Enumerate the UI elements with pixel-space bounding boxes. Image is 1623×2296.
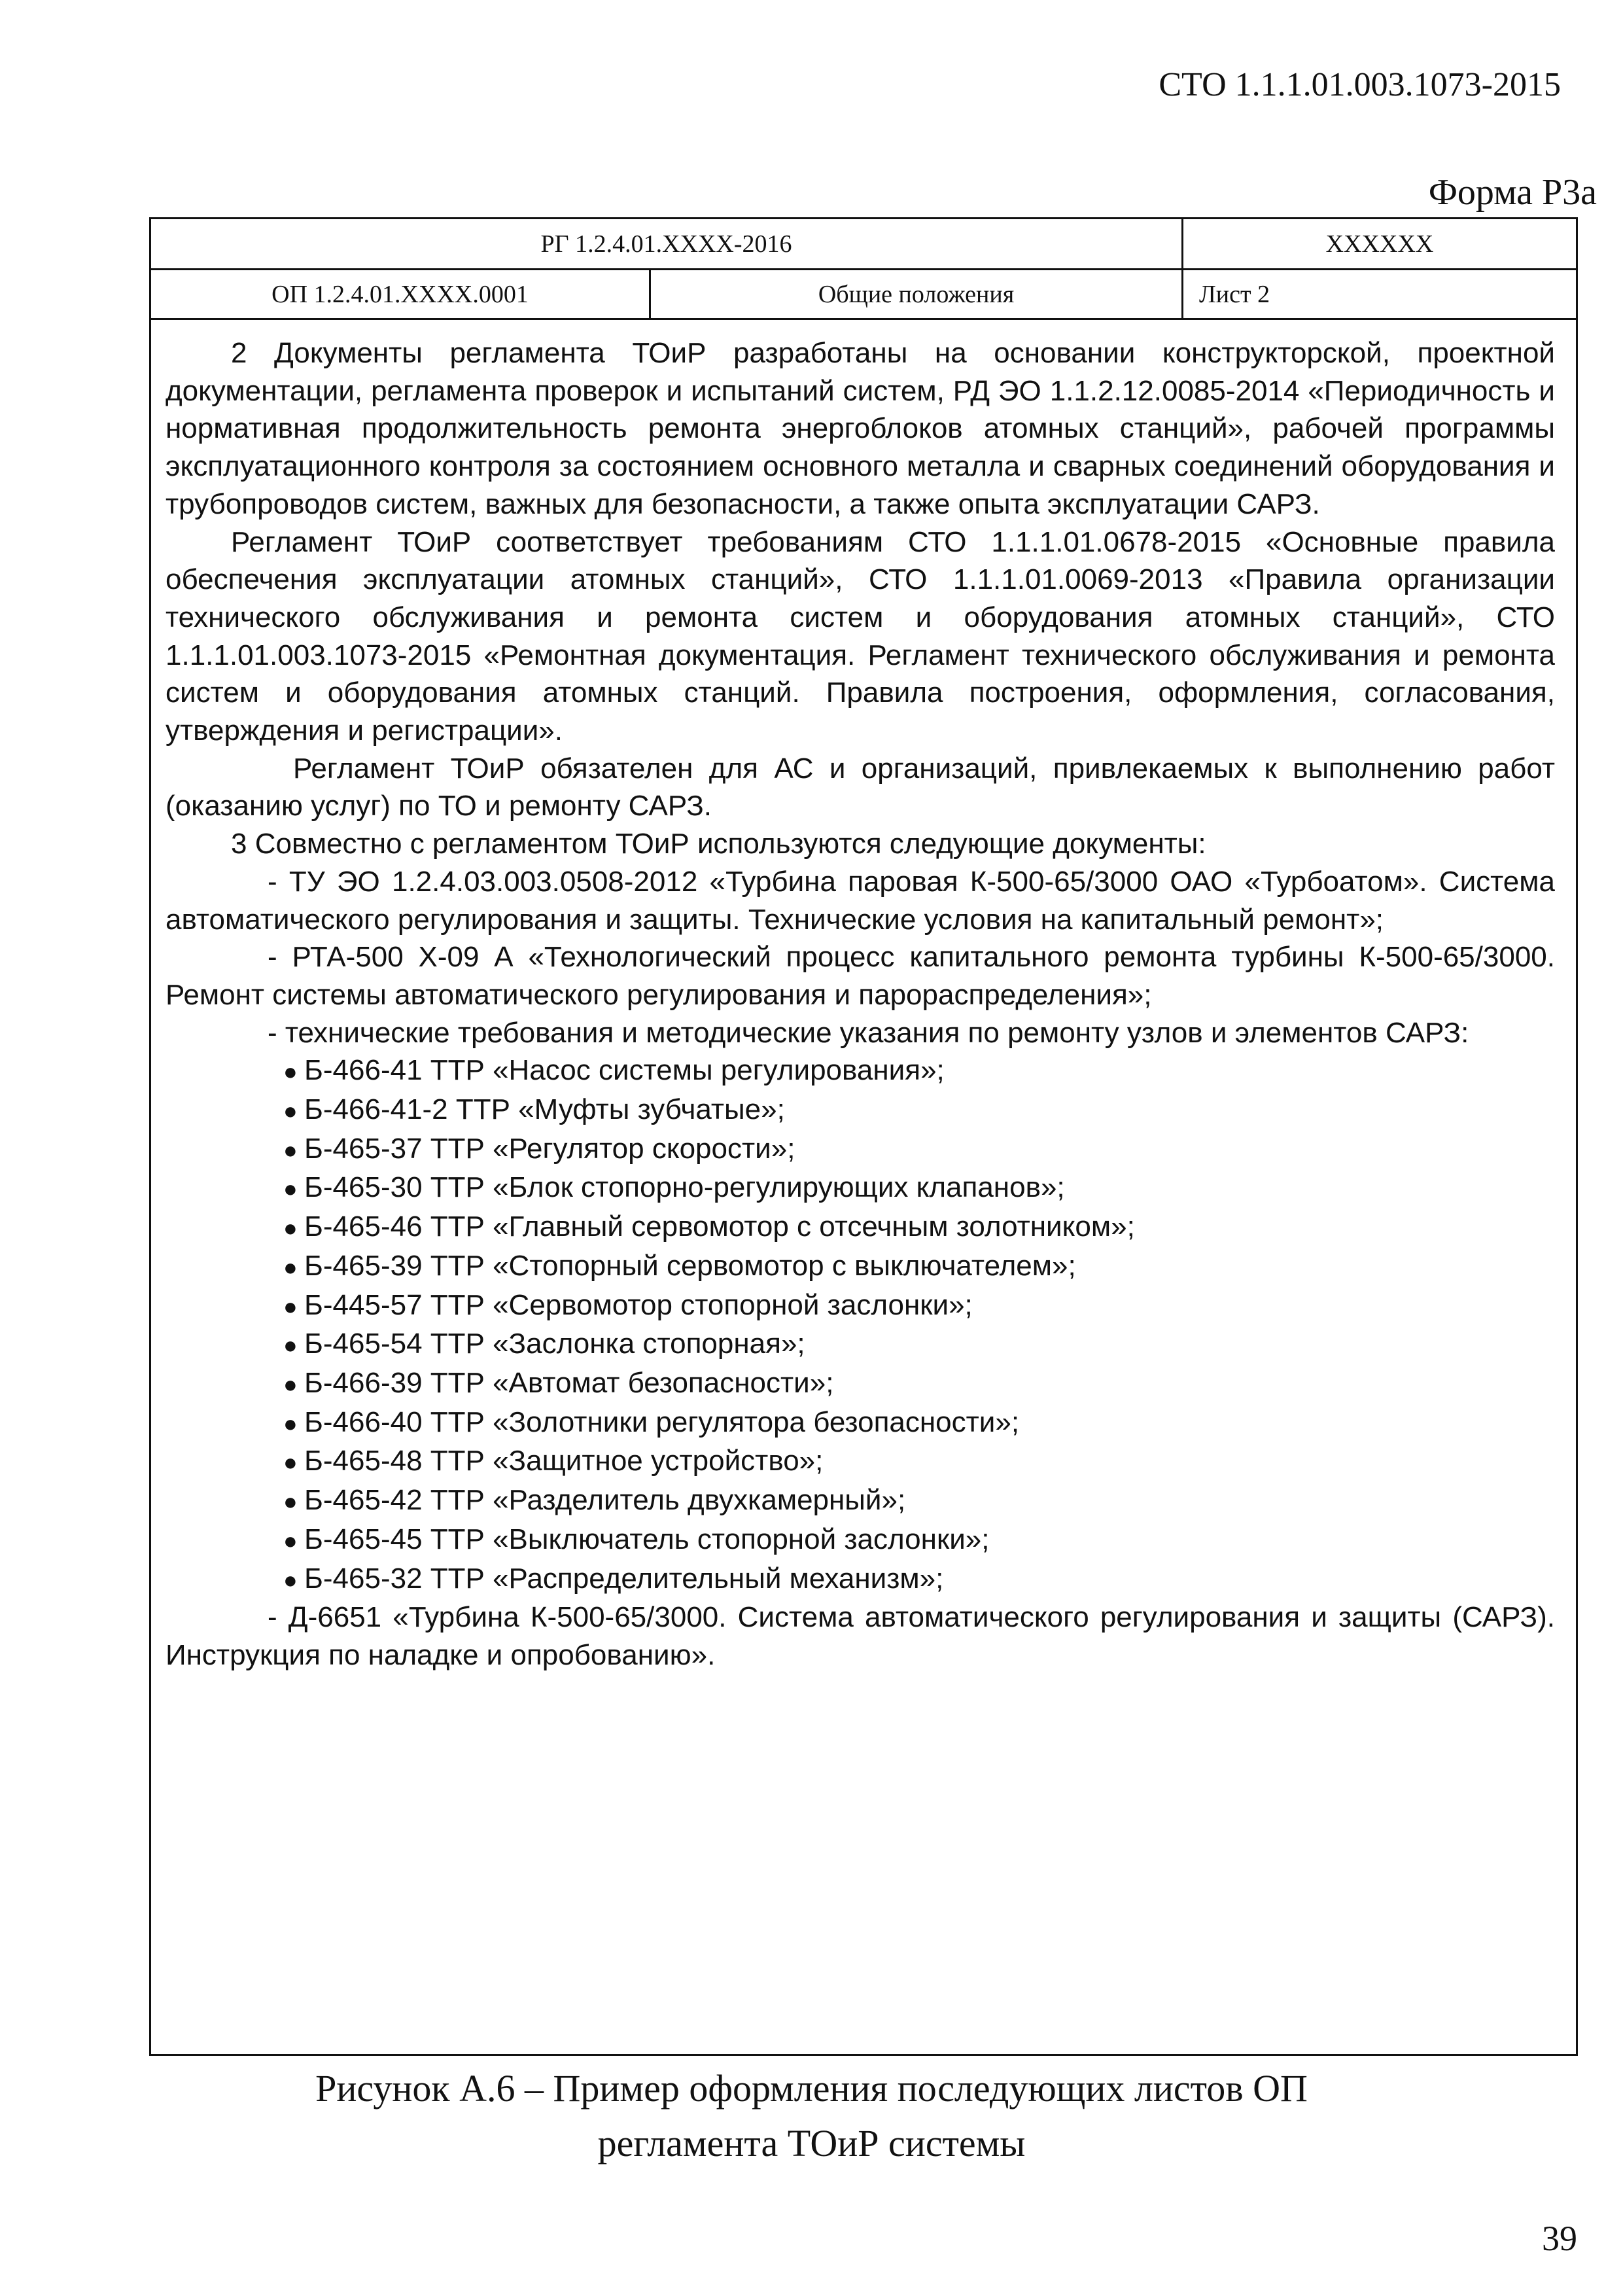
list-item: ● Б-465-46 ТТР «Главный сервомотор с отсечным золотником»; [283,1208,1555,1247]
figure-caption [0,2061,1623,2171]
list-item: ● Б-466-39 ТТР «Автомат безопасности»; [283,1364,1555,1404]
ttr-reference-list [166,1051,1555,1598]
caption-line-1: Рисунок А.6 – Пример оформления последующих листов ОП [315,2067,1308,2110]
document-code: СТО 1.1.1.01.003.1073-2015 [1159,66,1561,103]
dash-item-rta: - РТА-500 Х-09 А «Технологический процесс капитального ремонта турбины К-500-65/3000. Ремонт системы автоматического регулирования и парораспределения»; [166,941,1555,1011]
bullet-icon: ● [283,1058,298,1086]
bullet-icon: ● [283,1370,298,1398]
bullet-icon: ● [283,1409,298,1437]
title-block-row-2 [151,270,1576,320]
page-number: 39 [1542,2219,1577,2258]
part-number-cell: ОП 1.2.4.01.XXXX.0001 [151,270,651,318]
bullet-icon: ● [283,1527,298,1554]
bullet-icon: ● [283,1214,298,1242]
sheet-number-cell: Лист 2 [1199,280,1270,308]
paragraph-2: 2 Документы регламента ТОиР разработаны на основании конструкторской, проектной документации, регламента проверок и испытаний систем, РД ЭО 1.1.2.12.0085-2014 «Периодичность и нормативная продолжительность ремонта энергоблоков атомных станций», рабочей программы эксплуатационного контроля за состоянием основного металла и сварных соединений оборудования и трубопроводов систем, важных для безопасности, а также опыта эксплуатации САРЗ. [166,337,1555,520]
form-label: Форма Р3а [1428,172,1597,213]
dash-item-d6651: - Д-6651 «Турбина К-500-65/3000. Система автоматического регулирования и защиты (САРЗ). Инструкция по наладке и опробованию». [166,1601,1555,1671]
list-item: ● Б-466-41-2 ТТР «Муфты зубчатые»; [283,1091,1555,1130]
list-item: ● Б-465-37 ТТР «Регулятор скорости»; [283,1130,1555,1169]
body-text [151,320,1576,1674]
list-item: ● Б-465-39 ТТР «Стопорный сервомотор с выключателем»; [283,1247,1555,1286]
caption-line-2: регламента ТОиР системы [597,2122,1026,2164]
list-item: ● Б-465-48 ТТР «Защитное устройство»; [283,1442,1555,1481]
list-item: ● Б-466-41 ТТР «Насос системы регулирования»; [283,1051,1555,1091]
paragraph-compliance: Регламент ТОиР соответствует требованиям СТО 1.1.1.01.0678-2015 «Основные правила обеспечения эксплуатации атомных станций», СТО 1.1.1.01.0069-2013 «Правила организации технического обслуживания и ремонта систем и оборудования атомных станций», СТО 1.1.1.01.003.1073-2015 «Ремонтная документация. Регламент технического обслуживания и ремонта систем и оборудования атомных станций. Правила построения, оформления, согласования, утверждения и регистрации». [166,525,1555,747]
list-item: ● Б-465-30 ТТР «Блок стопорно-регулирующих клапанов»; [283,1169,1555,1208]
list-item: ● Б-465-32 ТТР «Распределительный механизм»; [283,1560,1555,1599]
doc-number-cell: РГ 1.2.4.01.XXXX-2016 [151,219,1183,268]
paragraph-mandatory: Регламент ТОиР обязателен для АС и организаций, привлекаемых к выполнению работ (оказанию услуг) по ТО и ремонту САРЗ. [166,752,1555,822]
bullet-icon: ● [283,1449,298,1476]
list-item: ● Б-465-45 ТТР «Выключатель стопорной заслонки»; [283,1521,1555,1560]
bullet-icon: ● [283,1332,298,1359]
dash-item-tu: - ТУ ЭО 1.2.4.03.003.0508-2012 «Турбина паровая К-500-65/3000 ОАО «Турбоатом». Система автоматического регулирования и защиты. Технические условия на капитальный ремонт»; [166,865,1555,936]
list-item: ● Б-465-42 ТТР «Разделитель двухкамерный»; [283,1481,1555,1521]
dash-item-requirements: - технические требования и методические указания по ремонту узлов и элементов САРЗ: [268,1016,1469,1049]
bullet-icon: ● [283,1097,298,1125]
list-item: ● Б-445-57 ТТР «Сервомотор стопорной заслонки»; [283,1286,1555,1326]
list-item: ● Б-466-40 ТТР «Золотники регулятора безопасности»; [283,1404,1555,1443]
paragraph-3: 3 Совместно с регламентом ТОиР используются следующие документы: [231,828,1206,860]
part-title-cell: Общие положения [651,270,1183,318]
bullet-icon: ● [283,1253,298,1280]
list-item: ● Б-465-54 ТТР «Заслонка стопорная»; [283,1325,1555,1364]
system-code-cell: XXXXXX [1325,230,1434,258]
sheet-frame [149,217,1578,2056]
title-block-row-1 [151,219,1576,270]
bullet-icon: ● [283,1292,298,1320]
bullet-icon: ● [283,1175,298,1203]
bullet-icon: ● [283,1136,298,1163]
bullet-icon: ● [283,1566,298,1593]
bullet-icon: ● [283,1488,298,1515]
